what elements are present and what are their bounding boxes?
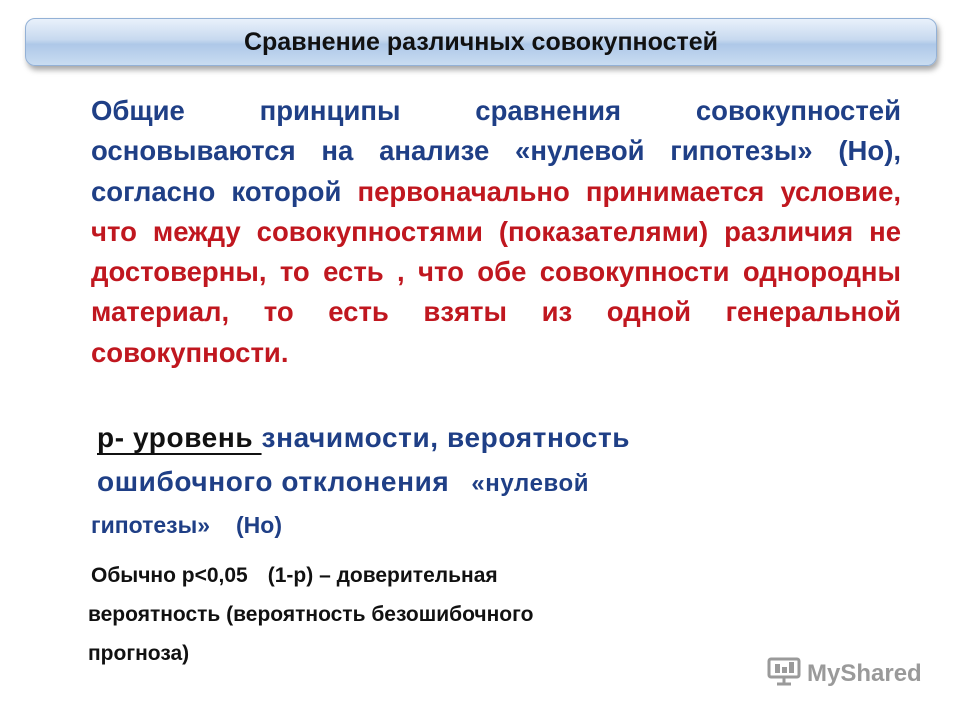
watermark-logo [767,656,922,691]
bottom-line2: вероятность (вероятность безошибочного [88,603,534,626]
bottom-line3: прогноза) [88,642,190,665]
bottom-line-1 [91,564,498,588]
p-value-line-3 [91,512,282,539]
bottom-line1-b: (1-р) – доверительная [267,564,498,587]
p-value-line-2 [97,466,589,498]
bottom-line-3 [88,642,189,666]
p-level-rest: значимости, вероятность [261,422,631,453]
bottom-line1-a: Обычно р<0,05 [91,564,248,587]
main-paragraph [91,91,901,373]
paragraph-red-text: первоначально принимается условие, что между совокупностями (показателями) различия не достоверны, то есть , что обе совокупности однородны материал, то есть взяты из одной генеральной совокупности. [91,175,901,368]
p-line2-main: ошибочного отклонения [97,466,450,497]
p-value-line-1 [97,422,630,454]
p-line2-small: «нулевой [471,470,590,497]
p-line3-a: гипотезы» [91,512,211,538]
watermark-text: MyShared [807,659,922,687]
bottom-line-2 [88,603,533,627]
p-line3-b: (Но) [236,512,282,538]
p-level-underlined: р- уровень [97,422,262,453]
paragraph-blue-text: Общие принципы сравнения совокупностей основываются на анализе «нулевой гипотезы» (Но), согласно которой [91,95,901,207]
title-bar [25,18,937,66]
presentation-icon [767,656,801,691]
slide-title: Сравнение различных совокупностей [243,27,719,56]
